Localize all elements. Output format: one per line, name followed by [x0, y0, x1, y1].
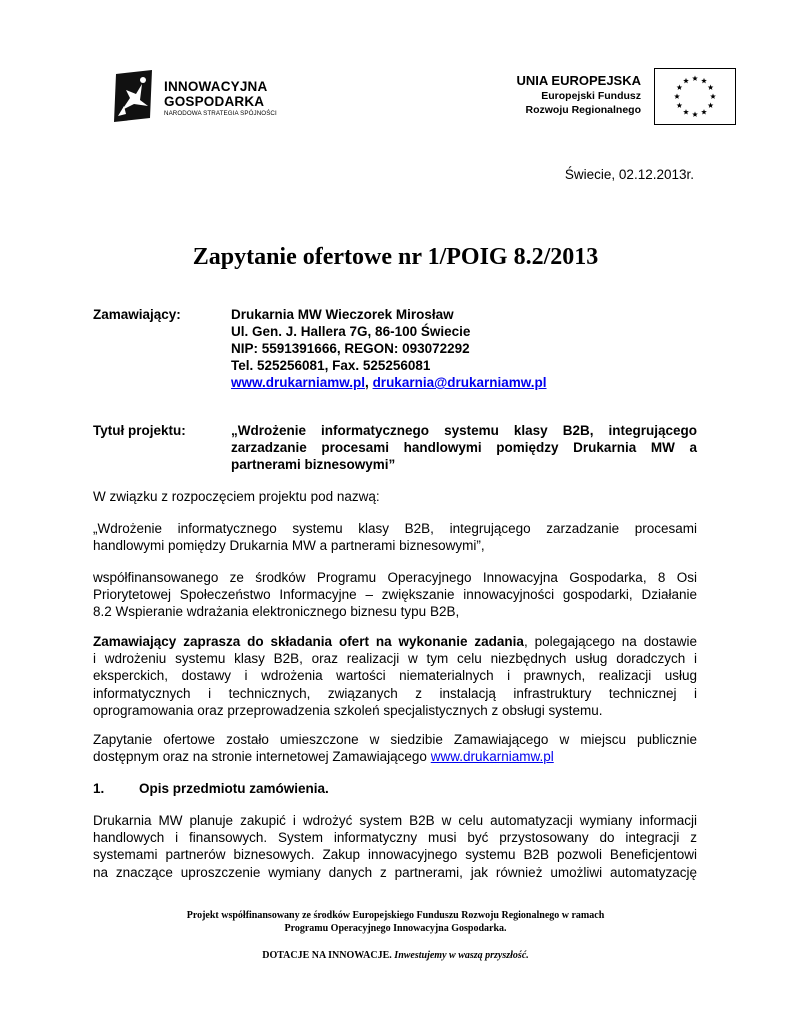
contractor-contacts	[231, 374, 547, 391]
project-title-line: zarzadzanie procesami handlowymi pomiędzy Drukarnia MW a	[231, 440, 697, 456]
invitation-bold: Zamawiający zaprasza do składania ofert na wykonanie zadania	[93, 634, 524, 649]
publication-website-link[interactable]: www.drukarniamw.pl	[430, 749, 554, 765]
eu-star	[674, 94, 680, 99]
email-link[interactable]: drukarnia@drukarniamw.pl	[372, 375, 547, 390]
eu-star	[708, 85, 714, 90]
eu-star	[677, 103, 683, 108]
paragraph-publication	[93, 731, 697, 765]
logo-line-3: NARODOWA STRATEGIA SPÓJNOŚCI	[164, 110, 277, 117]
paragraph-line: i wdrożeniu systemu klasy B2B, oraz realizacji w tym celu niezbędnych usług doradczych i	[93, 651, 697, 667]
section-1-title: Opis przedmiotu zamówienia.	[139, 781, 329, 796]
paragraph-line: Zapytanie ofertowe zostało umieszczone w siedzibie Zamawiającego w miejscu publicznie	[93, 732, 697, 747]
footer-slogan-bold: DOTACJE NA INNOWACJE.	[262, 950, 392, 961]
eu-stars-icon	[655, 69, 735, 124]
eu-fund-line-1: Europejski Fundusz	[541, 90, 641, 102]
project-label: Tytuł projektu:	[93, 423, 186, 438]
paragraph-line: współfinansowanego ze środków Programu Operacyjnego Innowacyjna Gospodarka, 8 Osi	[93, 570, 697, 585]
innowacyjna-gospodarka-logo	[112, 70, 312, 128]
invitation-rest: , polegającego na dostawie	[523, 634, 697, 649]
section-1-number: 1.	[93, 781, 105, 796]
paragraph-invitation	[93, 633, 697, 719]
project-title-line: „Wdrożenie informatycznego systemu klasy B2B, integrującego	[231, 423, 697, 438]
website-link[interactable]: www.drukarniamw.pl	[231, 375, 366, 390]
innowacyjna-gospodarka-emblem-icon	[112, 70, 156, 122]
paragraph-intro	[93, 488, 697, 505]
paragraph-line	[93, 748, 697, 765]
eu-title: UNIA EUROPEJSKA	[516, 73, 641, 88]
paragraph-line: handlowych i finansowych. System informatyczny musi być przystosowany do integracji z	[93, 830, 697, 846]
paragraph-line: 8.2 Wspieranie wdrażania elektronicznego biznesu typu B2B,	[93, 604, 460, 620]
project-title-line: partnerami biznesowymi”	[231, 457, 396, 473]
paragraph-description	[93, 812, 697, 881]
paragraph-line: informatycznych i technicznych, związanych z instalacją infrastruktury technicznej i	[93, 685, 697, 701]
project-title	[231, 422, 697, 474]
paragraph-line: eksperckich, dostawy i wdrożenia wartości niematerialnych i prawnych, realizacji usług	[93, 668, 697, 684]
publication-text: dostępnym oraz na stronie internetowej Zamawiającego	[93, 749, 427, 765]
contractor-name: Drukarnia MW Wieczorek Mirosław	[231, 307, 454, 322]
eu-star	[701, 78, 707, 83]
paragraph-cofinancing	[93, 569, 697, 621]
eu-flag	[654, 68, 736, 125]
paragraph-line: na znaczące uproszczenie wymiany danych z partnerami, jak również umożliwi automatyzację	[93, 864, 697, 880]
footer-slogan-italic: Inwestujemy w waszą przyszłość.	[394, 950, 529, 961]
paragraph-line: Priorytetowej Społeczeństwo Informacyjne – zwiększanie innowacyjności gospodarki, Działanie	[93, 587, 697, 603]
logo-line-2: GOSPODARKA	[164, 94, 265, 109]
paragraph-line: „Wdrożenie informatycznego systemu klasy B2B, integrującego zarzadzanie procesami	[93, 521, 697, 536]
logo-line-1: INNOWACYJNA	[164, 79, 268, 94]
eu-fund-line-2: Rozwoju Regionalnego	[525, 104, 641, 116]
eu-star	[692, 112, 698, 117]
paragraph-line	[93, 633, 697, 650]
document-date: Świecie, 02.12.2013r.	[564, 167, 694, 182]
eu-star	[677, 85, 683, 90]
contractor-label: Zamawiający:	[93, 307, 181, 322]
contractor-phone: Tel. 525256081, Fax. 525256081	[231, 358, 431, 373]
paragraph-line: Drukarnia MW planuje zakupić i wdrożyć system B2B w celu automatyzacji wymiany informacji	[93, 813, 697, 828]
eu-caption	[517, 72, 641, 117]
contractor-ids: NIP: 5591391666, REGON: 093072292	[231, 341, 470, 356]
eu-star	[683, 109, 689, 114]
page-title: Zapytanie ofertowe nr 1/POIG 8.2/2013	[192, 244, 599, 270]
paragraph-line: oprogramowania oraz przeprowadzenia szkoleń specjalistycznych z obsługi systemu.	[93, 702, 603, 718]
link-separator: ,	[365, 375, 369, 390]
footer-line-2: Programu Operacyjnego Innowacyjna Gospodarka.	[284, 923, 507, 934]
footer-line-1: Projekt współfinansowany ze środków Europejskiego Funduszu Rozwoju Regionalnego w ramach	[186, 910, 605, 921]
eu-star	[683, 78, 689, 83]
paragraph-project-name	[93, 520, 697, 554]
footer-slogan	[0, 949, 791, 962]
contractor-address: Ul. Gen. J. Hallera 7G, 86-100 Świecie	[231, 324, 471, 339]
eu-star	[692, 76, 698, 81]
eu-star	[708, 103, 714, 108]
paragraph-line: handlowymi pomiędzy Drukarnia MW a partnerami biznesowymi”,	[93, 538, 485, 554]
paragraph-line: systemami partnerów biznesowych. Zakup innowacyjnego systemu B2B pozwoli Beneficjentowi	[93, 847, 697, 863]
eu-star	[710, 94, 716, 99]
paragraph-line: W związku z rozpoczęciem projektu pod nazwą:	[93, 489, 380, 504]
eu-star	[701, 109, 707, 114]
